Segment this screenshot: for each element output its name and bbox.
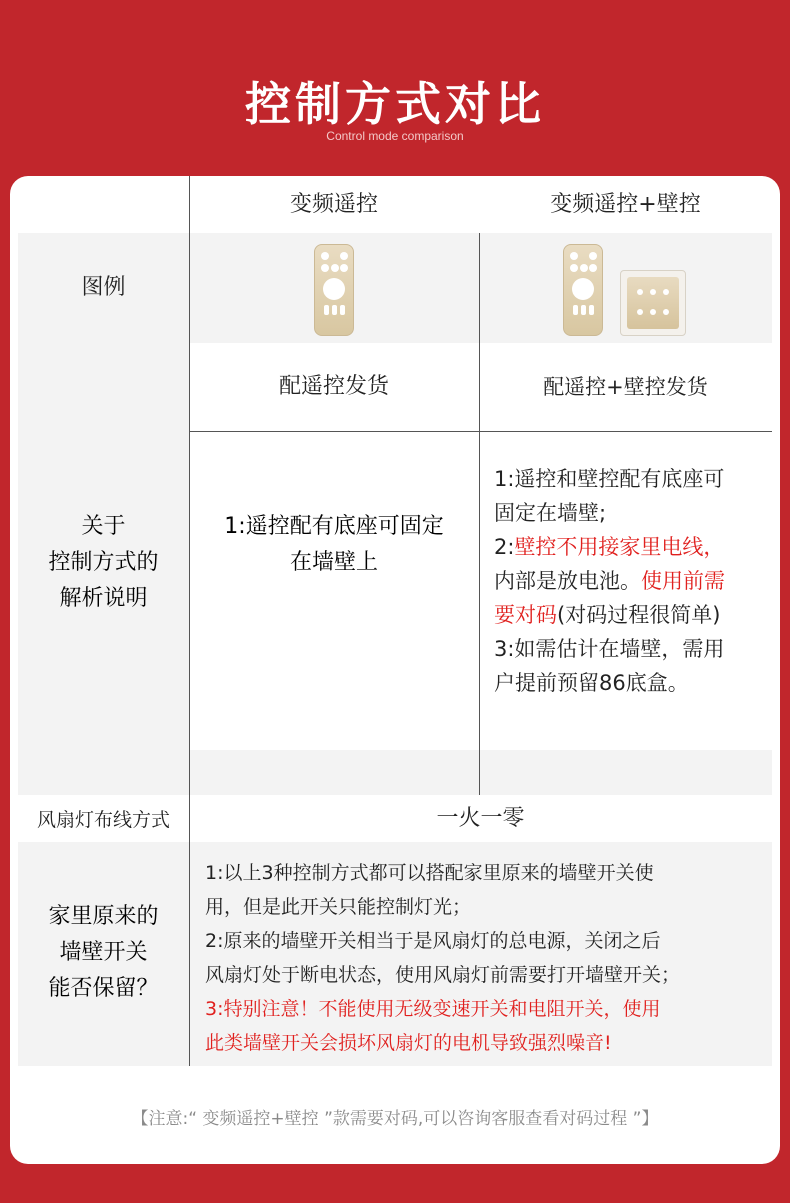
remote-control-image-2: [563, 244, 603, 336]
explain-text: (对码过程很简单): [557, 603, 721, 627]
column-header-remote-wall: 变频遥控+壁控: [550, 191, 701, 217]
explain-remote-line: 在墙壁上: [289, 550, 378, 575]
explain-red-text: 壁控不用接家里电线，: [514, 535, 725, 559]
explain-red-text: 要对码: [494, 603, 557, 627]
explain-remote-line: 1:遥控配有底座可固定: [224, 514, 444, 539]
explain-line: 1:遥控和壁控配有底座可: [494, 467, 725, 491]
explain-text: 内部是放电池。: [494, 569, 641, 593]
spacer-row-bg: [18, 750, 772, 795]
shipping-remote-wall: 配遥控+壁控发货: [543, 375, 708, 399]
keep-label-line: 家里原来的: [48, 904, 159, 929]
remote-control-image: [314, 244, 354, 336]
explain-label-line: 解析说明: [59, 586, 148, 611]
explain-line: [494, 564, 772, 598]
keep-label-line: 墙壁开关: [59, 940, 148, 965]
keep-label-line: 能否保留？: [48, 976, 159, 1001]
explain-red-text: 使用前需: [641, 569, 725, 593]
explain-remote-wall: [494, 462, 772, 700]
keep-warning-line: 3:特别注意！不能使用无级变速开关和电阻开关，使用: [205, 998, 661, 1020]
explain-line: [494, 530, 772, 564]
explain-num: 2:: [494, 535, 515, 559]
legend-label: 图例: [81, 275, 126, 300]
divider-vertical-2: [479, 233, 480, 795]
page-title: 控制方式对比: [245, 77, 545, 131]
keep-line: 2:原来的墙壁开关相当于是风扇灯的总电源，关闭之后: [205, 930, 661, 952]
footer-note: 【注意:“ 变频遥控+壁控 ”款需要对码,可以咨询客服查看对码过程 ”】: [131, 1109, 659, 1129]
explain-line: 固定在墙壁;: [494, 501, 607, 525]
wall-switch-image: [620, 270, 686, 336]
wiring-value: 一火一零: [436, 805, 525, 831]
page-subtitle: Control mode comparison: [326, 129, 464, 143]
keep-line: 1:以上3种控制方式都可以搭配家里原来的墙壁开关使: [205, 862, 654, 884]
explain-line: 3:如需估计在墙壁，需用: [494, 637, 725, 661]
explain-label: [18, 509, 189, 617]
keep-label: [18, 899, 189, 1007]
explain-line: 户提前预留86底盒。: [494, 671, 689, 695]
explain-label-line: 控制方式的: [48, 550, 159, 575]
comparison-card: [10, 176, 780, 1164]
wiring-label: 风扇灯布线方式: [36, 809, 170, 831]
keep-line: 用，但是此开关只能控制灯光；: [205, 896, 472, 918]
keep-line: 风扇灯处于断电状态，使用风扇灯前需要打开墙壁开关；: [205, 964, 681, 986]
keep-warning-line: 此类墙壁开关会损坏风扇灯的电机导致强烈噪音!: [205, 1032, 612, 1054]
divider-vertical-1: [189, 176, 190, 1066]
keep-description: [205, 856, 772, 1060]
column-header-remote: 变频遥控: [289, 191, 378, 217]
explain-line: [494, 598, 772, 632]
explain-remote: [189, 509, 479, 581]
explain-label-line: 关于: [81, 514, 126, 539]
shipping-remote: 配遥控发货: [278, 374, 389, 399]
divider-horizontal: [189, 431, 772, 432]
